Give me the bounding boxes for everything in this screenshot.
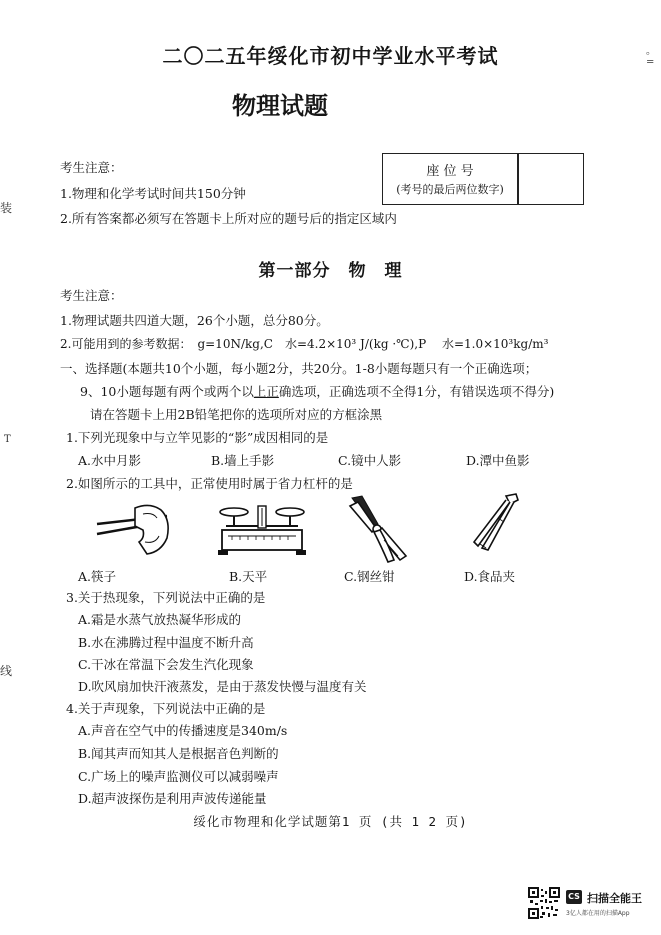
page-footer: 绥化市物理和化学试题第1 页 (共 1 2 页) (193, 814, 468, 829)
general-notice-item-1: 1.物理和化学考试时间共150分钟 (60, 186, 246, 201)
section-notice-item-1: 1.物理试题共四道大题，26个小题，总分80分。 (60, 313, 329, 328)
camscanner-tagline: 3亿人都在用的扫描App (566, 910, 630, 917)
question-4-stem: 4.关于声现象，下列说法中正确的是 (66, 701, 266, 716)
question-3-option-a: A.霜是水蒸气放热凝华形成的 (78, 612, 242, 627)
seat-number-box (382, 153, 584, 205)
camscanner-logo-icon: CS (566, 890, 582, 904)
exam-subtitle: 物理试题 (232, 92, 328, 120)
question-4-option-a: A.声音在空气中的传播速度是340m/s (78, 723, 288, 738)
question-3-option-b: B.水在沸腾过程中温度不断升高 (78, 635, 254, 650)
part-one-line-2 (80, 382, 554, 400)
seat-number-note: (考号的最后两位数字) (396, 183, 504, 196)
part-one-line-2-a: 9、10小题每题有两个或两个以 (80, 384, 254, 399)
question-4-option-b: B.闻其声而知其人是根据音色判断的 (78, 746, 279, 761)
section-title: 第一部分 物 理 (258, 261, 403, 281)
question-2-option-b: B.天平 (229, 569, 268, 584)
question-4-option-c: C.广场上的噪声监测仪可以减弱噪声 (78, 769, 279, 784)
question-3-option-d: D.吹风扇加快汗液蒸发，是由于蒸发快慢与温度有关 (78, 679, 367, 694)
exam-title: 二〇二五年绥化市初中学业水平考试 (162, 44, 499, 68)
wire-pliers-illustration (348, 494, 412, 564)
question-2-option-c: C.钢丝钳 (344, 569, 395, 584)
question-3-stem: 3.关于热现象，下列说法中正确的是 (66, 590, 266, 605)
qr-code-icon (528, 887, 560, 919)
question-1-option-b: B.墙上手影 (211, 453, 275, 468)
balance-scale-illustration (216, 500, 308, 558)
question-4-option-d: D.超声波探伤是利用声波传递能量 (78, 791, 267, 806)
question-2-stem: 2.如图所示的工具中，正常使用时属于省力杠杆的是 (66, 476, 353, 491)
part-one-line-2-underlined: 上正 (253, 384, 279, 399)
part-one-line-3: 请在答题卡上用2B铅笔把你的选项所对应的方框涂黑 (90, 407, 383, 422)
general-notice-item-2: 2.所有答案都必须写在答题卡上所对应的题号后的指定区域内 (60, 211, 397, 226)
section-notice-heading: 考生注意： (60, 288, 123, 303)
question-1-stem: 1.下列光现象中与立竿见影的“影”成因相同的是 (66, 430, 329, 445)
question-1-option-c: C.镜中人影 (338, 453, 402, 468)
question-1-option-a: A.水中月影 (78, 453, 142, 468)
section-notice-item-2: 2.可能用到的参考数据： g=10N/kg,C 水=4.2×10³ J/(kg ·℃),P 水=1.0×10³kg/m³ (60, 337, 549, 351)
chopsticks-illustration (95, 498, 175, 556)
part-one-line-1: 一、选择题(本题共10个小题，每小题2分，共20分。1-8小题每题只有一个正确选项； (60, 361, 538, 376)
corner-mark: 。= (646, 46, 656, 68)
binding-mark-xian: 线 (0, 664, 13, 678)
seat-number-label: 座 位 号 (426, 164, 474, 179)
camscanner-name: 扫描全能王 (587, 892, 642, 905)
part-one-line-2-b: 确选项，正确选项不全得1分，有错误选项不得分) (278, 384, 555, 399)
question-2-option-a: A.筷子 (78, 569, 117, 584)
seat-number-field (519, 154, 583, 204)
binding-mark-zhuang: 装 (0, 201, 13, 215)
binding-mark-t: T (4, 434, 11, 445)
question-1-option-d: D.潭中鱼影 (466, 453, 530, 468)
general-notice-heading: 考生注意： (60, 160, 123, 175)
question-2-option-d: D.食品夹 (464, 569, 516, 584)
food-tongs-illustration (470, 492, 522, 556)
question-3-option-c: C.干冰在常温下会发生汽化现象 (78, 657, 254, 672)
